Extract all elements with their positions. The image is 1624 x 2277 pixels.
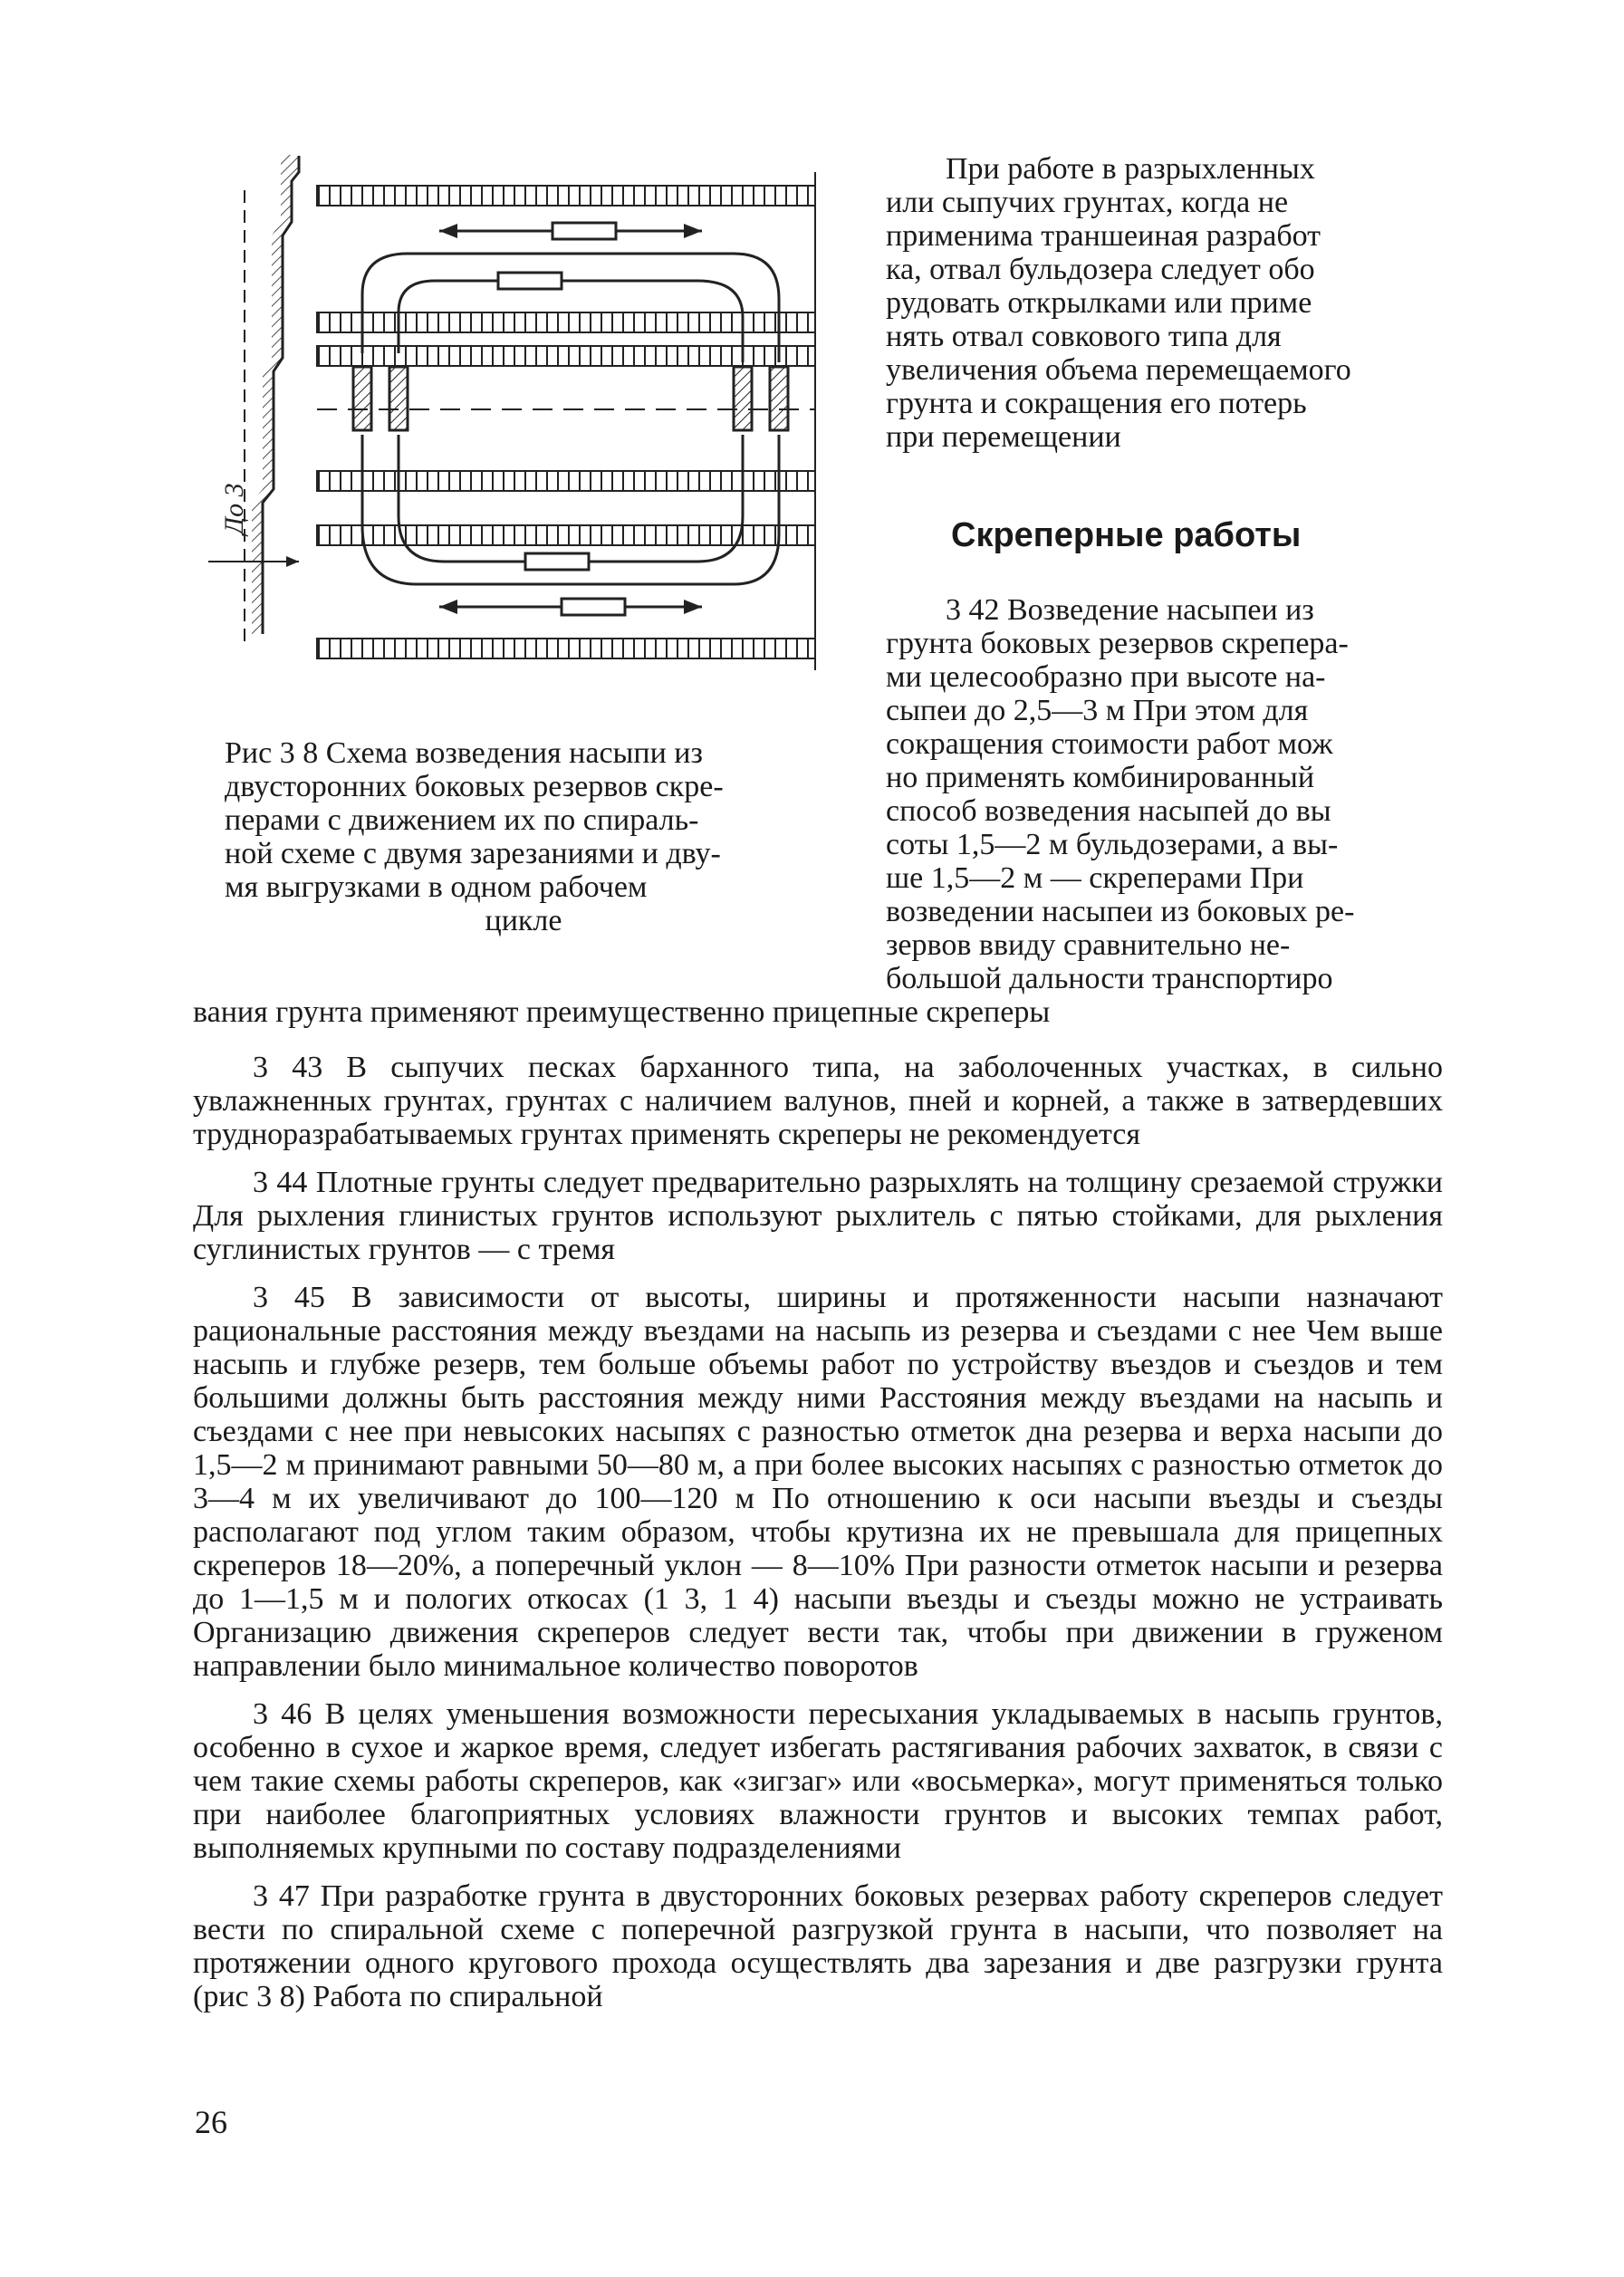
intro-line: рудовать открылками или приме bbox=[886, 286, 1312, 320]
intro-line: при перемещении bbox=[886, 420, 1121, 454]
p342-line: способ возведения насыпей до вы bbox=[886, 794, 1331, 828]
p342-line: ми целесообразно при высоте на- bbox=[886, 660, 1326, 694]
caption-line: мя выгрузками в одном рабочем bbox=[225, 870, 648, 904]
paragraph-346: 3 46 В целях уменьшения возможности пересыхания укладываемых в насыпь грунтов, особенно в сухое и жаркое время, следует избегать растягивания рабочих захваток, в связи с чем такие схемы работы скреперов, как «зигзаг» или «восьмерка», могут применяться только при наиболее благоприятных условиях влажности грунтов и высоких темпах работ, выполняемых крупными по составу подразделениями bbox=[193, 1697, 1443, 1865]
caption-line: ной схеме с двумя зарезаниями и дву- bbox=[225, 837, 721, 870]
p342-line: грунта боковых резервов скрепера- bbox=[886, 627, 1349, 660]
scheme-drawing bbox=[219, 136, 860, 697]
p342-line: сыпеи до 2,5—3 м При этом для bbox=[886, 694, 1309, 727]
intro-line: применима траншеиная разработ bbox=[886, 219, 1321, 253]
intro-line: грунта и сокращения его потерь bbox=[886, 387, 1307, 420]
p342-line: большой дальности транспортиро bbox=[886, 962, 1333, 995]
paragraph-344: 3 44 Плотные грунты следует предварительно разрыхлять на толщину срезаемой стружки Для рыхления глинистых грунтов используют рыхлитель с пятью стойками, для рыхления суглинистых грунтов — с тремя bbox=[193, 1166, 1443, 1266]
intro-line: или сыпучих грунтах, когда не bbox=[886, 186, 1289, 219]
paragraph-343: 3 43 В сыпучих песках барханного типа, на заболоченных участках, в сильно увлажненных грунтах, грунтах с наличием валунов, пней и корней, а также в затвердевших трудноразрабатываемых грунтах применять скреперы не рекомендуется bbox=[193, 1051, 1443, 1151]
p342-continuation bbox=[193, 995, 1443, 1029]
paragraph-347: 3 47 При разработке грунта в двусторонних боковых резервах работу скреперов следует вести по спиральной схеме с поперечной разгрузкой грунта в насыпи, что позволяет на протяжении одного кругового прохода осуществлять два зарезания и две разгрузки грунта (рис 3 8) Работа по спиральной bbox=[193, 1879, 1443, 2013]
intro-line: При работе в разрыхленных bbox=[946, 152, 1315, 186]
p342-line: сокращения стоимости работ мож bbox=[886, 727, 1333, 761]
caption-line: Рис 3 8 Схема возведения насыпи из bbox=[225, 736, 703, 770]
intro-line: увеличения объема перемещаемого bbox=[886, 353, 1351, 387]
p342-line: зервов ввиду сравнительно не- bbox=[886, 928, 1291, 962]
intro-line: нять отвал совкового типа для bbox=[886, 320, 1282, 353]
p342-line: ше 1,5—2 м — скреперами При bbox=[886, 861, 1304, 895]
p342-line: соты 1,5—2 м бульдозерами, а вы- bbox=[886, 828, 1339, 861]
section-heading: Скреперные работы bbox=[951, 516, 1302, 554]
intro-line: ка, отвал бульдозера следует обо bbox=[886, 253, 1315, 286]
right-column-p342 bbox=[886, 593, 1447, 995]
dimension-label: До 3 bbox=[219, 483, 249, 534]
page-number: 26 bbox=[195, 2104, 227, 2140]
caption-line: перами с движением их по спираль- bbox=[225, 803, 699, 837]
figure-caption bbox=[225, 736, 822, 937]
right-column-intro bbox=[886, 152, 1447, 454]
figure-scraper-scheme bbox=[219, 136, 860, 697]
caption-line: двусторонних боковых резервов скре- bbox=[225, 770, 724, 803]
p342-end-line: вания грунта применяют преимущественно прицепные скреперы bbox=[193, 995, 1051, 1029]
p342-line: возведении насыпеи из боковых ре- bbox=[886, 895, 1355, 928]
p342-line: но применять комбинированный bbox=[886, 761, 1315, 794]
caption-line: цикле bbox=[485, 904, 562, 937]
paragraph-345: 3 45 В зависимости от высоты, ширины и протяженности насыпи назначают рациональные расстояния между въездами на насыпь из резерва и съездами с нее Чем выше насыпь и глубже резерв, тем больше объемы работ по устройству въездов и съездов и тем большими должны быть расстояния между ними Расстояния между въездами на насыпь и съездами с нее при невысоких насыпях с разностью отметок дна резерва и верха насыпи до 1,5—2 м принимают равными 50—80 м, а при более высоких насыпях с разностью отметок до 3—4 м их увеличивают до 100—120 м По отношению к оси насыпи въезды и съезды располагают под углом таким образом, чтобы крутизна их не превышала для прицепных скреперов 18—20%, а поперечный уклон — 8—10% При разности отметок насыпи и резерва до 1—1,5 м и пологих откосах (1 3, 1 4) насыпи въезды и съезды можно не устраивать Организацию движения скреперов следует вести так, чтобы при движении в груженом направлении было минимальное количество поворотов bbox=[193, 1281, 1443, 1683]
body-paragraphs bbox=[193, 1051, 1443, 2028]
p342-line: 3 42 Возведение насыпеи из bbox=[946, 593, 1314, 627]
